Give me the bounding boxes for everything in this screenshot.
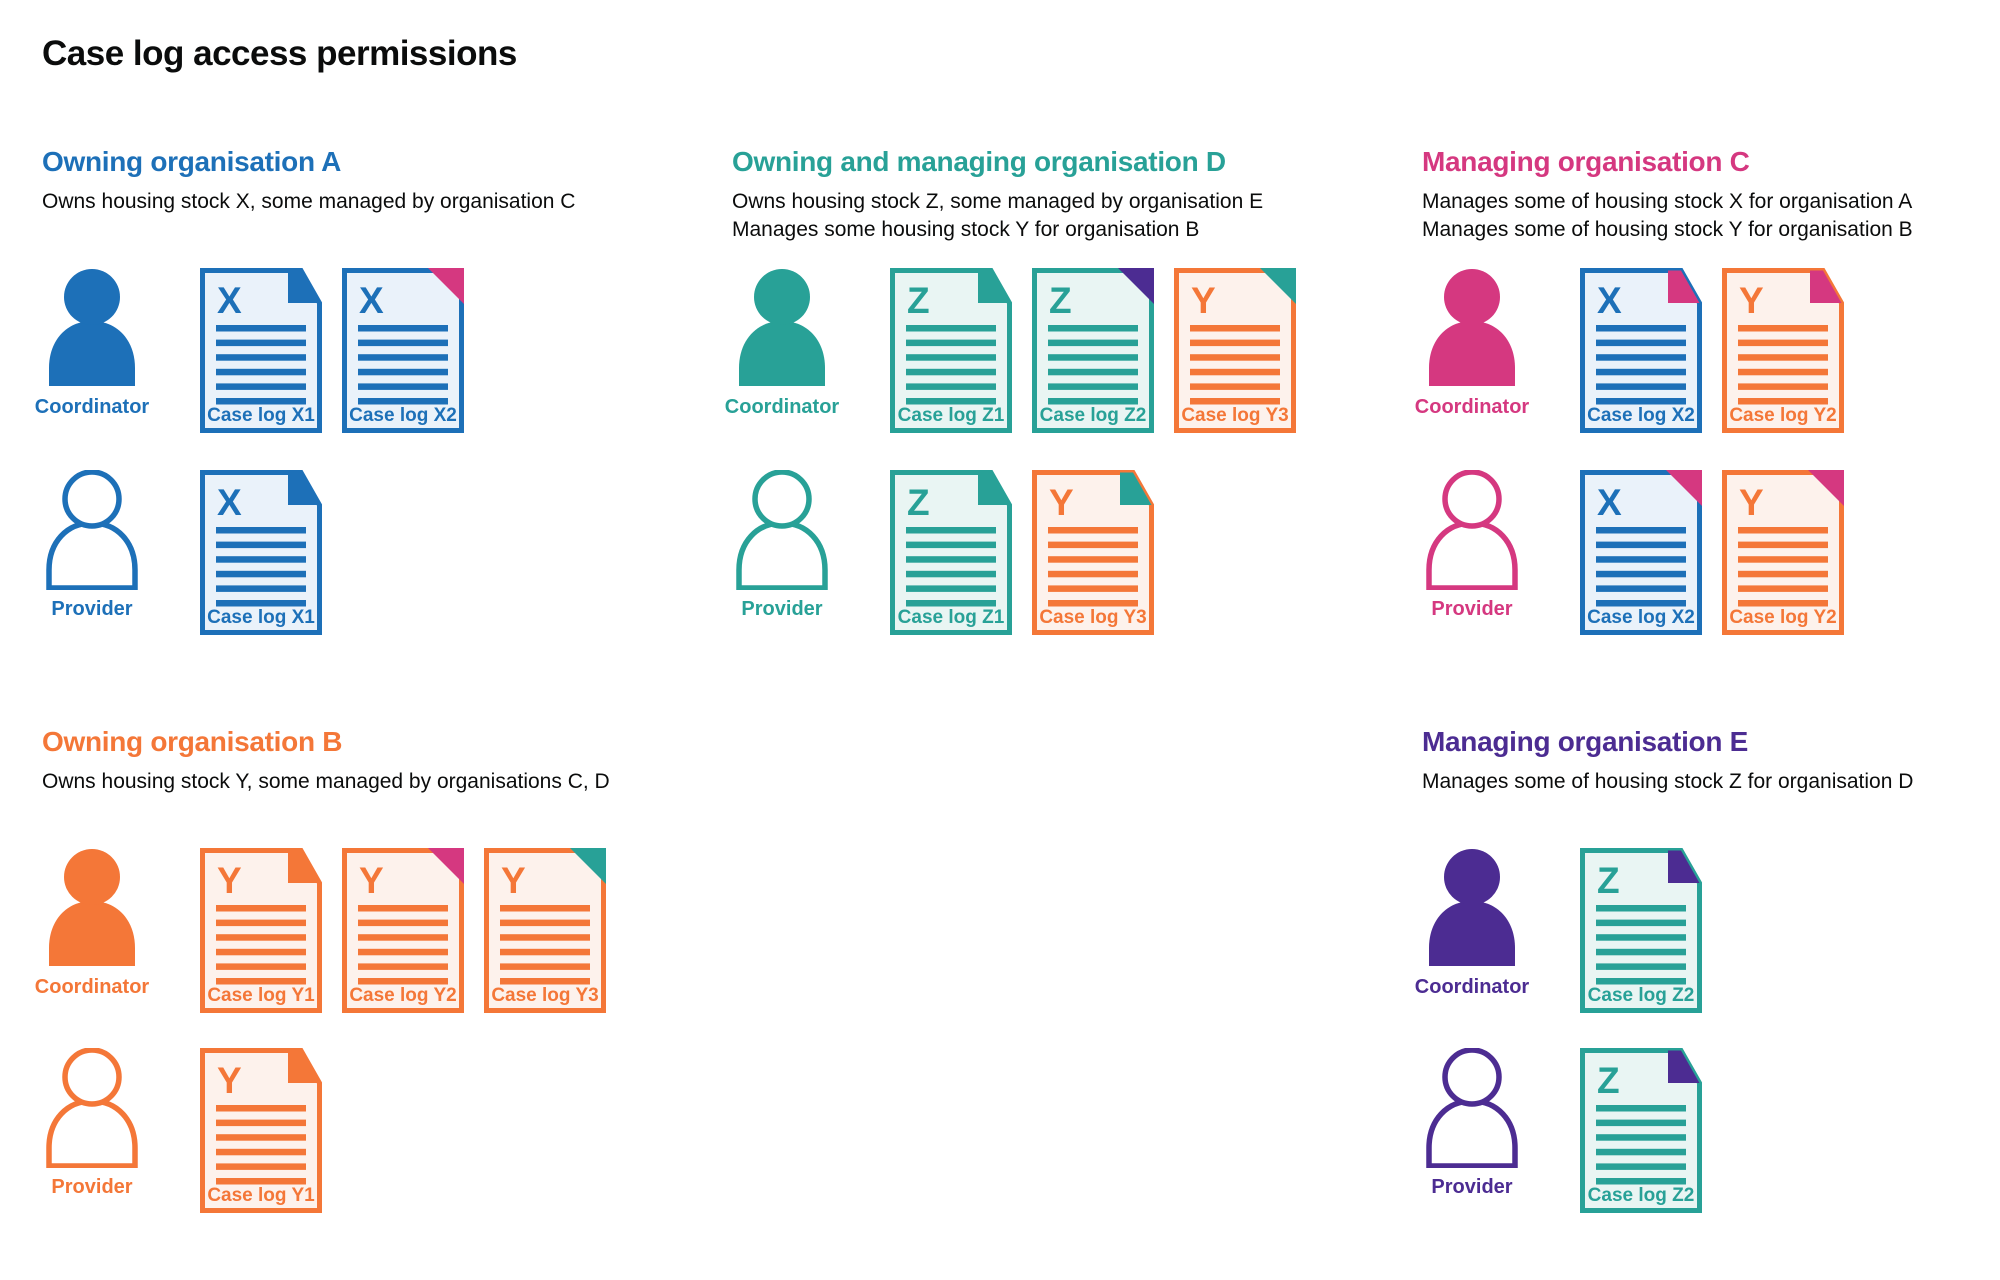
case-log-label: Case log Z1 bbox=[897, 405, 1005, 426]
fold-flap-icon bbox=[978, 473, 1010, 506]
case-log-label: Case log Y1 bbox=[207, 1185, 315, 1206]
role-label-coordinator: Coordinator bbox=[1414, 976, 1530, 998]
description-line: Manages some housing stock Y for organisation B bbox=[732, 218, 1200, 241]
section-heading-org-b: Owning organisation B bbox=[42, 726, 343, 757]
role-label-provider: Provider bbox=[1431, 1176, 1513, 1198]
section-heading-org-e: Managing organisation E bbox=[1422, 726, 1749, 757]
stock-letter: Y bbox=[1049, 482, 1074, 523]
stock-letter: X bbox=[217, 482, 242, 523]
case-log-label: Case log X1 bbox=[207, 607, 315, 628]
stock-letter: Y bbox=[501, 860, 526, 901]
stock-letter: Z bbox=[1597, 1060, 1620, 1101]
case-log-document bbox=[1580, 470, 1702, 635]
case-log-document bbox=[342, 848, 464, 1013]
case-log-document bbox=[1580, 268, 1702, 433]
stock-letter: Y bbox=[217, 1060, 242, 1101]
role-label-coordinator: Coordinator bbox=[724, 396, 840, 418]
fold-flap-icon bbox=[288, 851, 320, 884]
page-title: Case log access permissions bbox=[42, 34, 517, 73]
case-log-label: Case log Z1 bbox=[897, 607, 1005, 628]
description-line: Manages some of housing stock X for organisation A bbox=[1422, 190, 1913, 213]
case-log-document bbox=[1722, 470, 1844, 635]
fold-flap-icon bbox=[1668, 851, 1700, 884]
case-log-document bbox=[1174, 268, 1296, 433]
case-log-document bbox=[342, 268, 464, 433]
case-log-document bbox=[1580, 848, 1702, 1013]
case-log-label: Case log X1 bbox=[207, 405, 315, 426]
fold-flap-icon bbox=[1120, 473, 1152, 506]
case-log-label: Case log Z2 bbox=[1587, 985, 1695, 1006]
stock-letter: X bbox=[217, 280, 242, 321]
case-log-label: Case log X2 bbox=[1587, 405, 1695, 426]
fold-flap-icon bbox=[288, 1051, 320, 1084]
stock-letter: X bbox=[359, 280, 384, 321]
case-log-label: Case log Z2 bbox=[1039, 405, 1147, 426]
case-log-document bbox=[200, 848, 322, 1013]
case-log-label: Case log Z2 bbox=[1587, 1185, 1695, 1206]
person-icon-provider bbox=[1422, 470, 1522, 590]
description-line: Owns housing stock Z, some managed by organisation E bbox=[732, 190, 1264, 213]
case-log-document bbox=[1580, 1048, 1702, 1213]
person-icon-provider bbox=[42, 1048, 142, 1168]
case-log-document bbox=[890, 268, 1012, 433]
role-label-provider: Provider bbox=[51, 1176, 133, 1198]
case-log-label: Case log X2 bbox=[349, 405, 457, 426]
stock-letter: Z bbox=[1597, 860, 1620, 901]
case-log-document bbox=[200, 268, 322, 433]
role-label-coordinator: Coordinator bbox=[34, 396, 150, 418]
stock-letter: Y bbox=[1739, 482, 1764, 523]
person-icon-coordinator bbox=[1422, 268, 1522, 388]
section-description-org-e bbox=[1422, 768, 1913, 796]
fold-flap-icon bbox=[288, 271, 320, 304]
person-icon-provider bbox=[732, 470, 832, 590]
person-icon-coordinator bbox=[42, 268, 142, 388]
stock-letter: Y bbox=[1739, 280, 1764, 321]
person-icon-coordinator bbox=[732, 268, 832, 388]
case-log-document bbox=[200, 470, 322, 635]
description-line: Owns housing stock Y, some managed by organisations C, D bbox=[42, 770, 610, 793]
stock-letter: Z bbox=[907, 482, 930, 523]
stock-letter: X bbox=[1597, 280, 1622, 321]
case-log-label: Case log Y2 bbox=[349, 985, 457, 1006]
section-heading-org-c: Managing organisation C bbox=[1422, 146, 1750, 177]
role-label-provider: Provider bbox=[741, 598, 823, 620]
section-description-org-b bbox=[42, 768, 610, 796]
stock-letter: Y bbox=[1191, 280, 1216, 321]
case-log-label: Case log Y1 bbox=[207, 985, 315, 1006]
case-log-document bbox=[484, 848, 606, 1013]
role-label-provider: Provider bbox=[1431, 598, 1513, 620]
fold-flap-icon bbox=[1668, 1051, 1700, 1084]
fold-flap-icon bbox=[978, 271, 1010, 304]
fold-flap-icon bbox=[1810, 271, 1842, 304]
stock-letter: Z bbox=[1049, 280, 1072, 321]
role-label-provider: Provider bbox=[51, 598, 133, 620]
case-log-document bbox=[1032, 268, 1154, 433]
section-description-org-d bbox=[732, 188, 1263, 244]
person-icon-provider bbox=[42, 470, 142, 590]
case-log-label: Case log Y2 bbox=[1729, 405, 1837, 426]
case-log-document bbox=[200, 1048, 322, 1213]
section-description-org-c bbox=[1422, 188, 1913, 244]
stock-letter: Y bbox=[359, 860, 384, 901]
stock-letter: X bbox=[1597, 482, 1622, 523]
case-log-label: Case log Y3 bbox=[491, 985, 599, 1006]
person-icon-provider bbox=[1422, 1048, 1522, 1168]
case-log-document bbox=[890, 470, 1012, 635]
case-log-document bbox=[1722, 268, 1844, 433]
section-heading-org-a: Owning organisation A bbox=[42, 146, 342, 177]
role-label-coordinator: Coordinator bbox=[34, 976, 150, 998]
case-log-label: Case log X2 bbox=[1587, 607, 1695, 628]
section-heading-org-d: Owning and managing organisation D bbox=[732, 146, 1226, 177]
person-icon-coordinator bbox=[1422, 848, 1522, 968]
description-line: Manages some of housing stock Z for organisation D bbox=[1422, 770, 1914, 793]
stock-letter: Z bbox=[907, 280, 930, 321]
case-log-label: Case log Y3 bbox=[1039, 607, 1147, 628]
section-description-org-a bbox=[42, 188, 575, 216]
case-log-label: Case log Y3 bbox=[1181, 405, 1289, 426]
case-log-document bbox=[1032, 470, 1154, 635]
fold-flap-icon bbox=[1668, 271, 1700, 304]
description-line: Owns housing stock X, some managed by organisation C bbox=[42, 190, 576, 213]
fold-flap-icon bbox=[288, 473, 320, 506]
stock-letter: Y bbox=[217, 860, 242, 901]
person-icon-coordinator bbox=[42, 848, 142, 968]
description-line: Manages some of housing stock Y for organisation B bbox=[1422, 218, 1913, 241]
role-label-coordinator: Coordinator bbox=[1414, 396, 1530, 418]
case-log-label: Case log Y2 bbox=[1729, 607, 1837, 628]
